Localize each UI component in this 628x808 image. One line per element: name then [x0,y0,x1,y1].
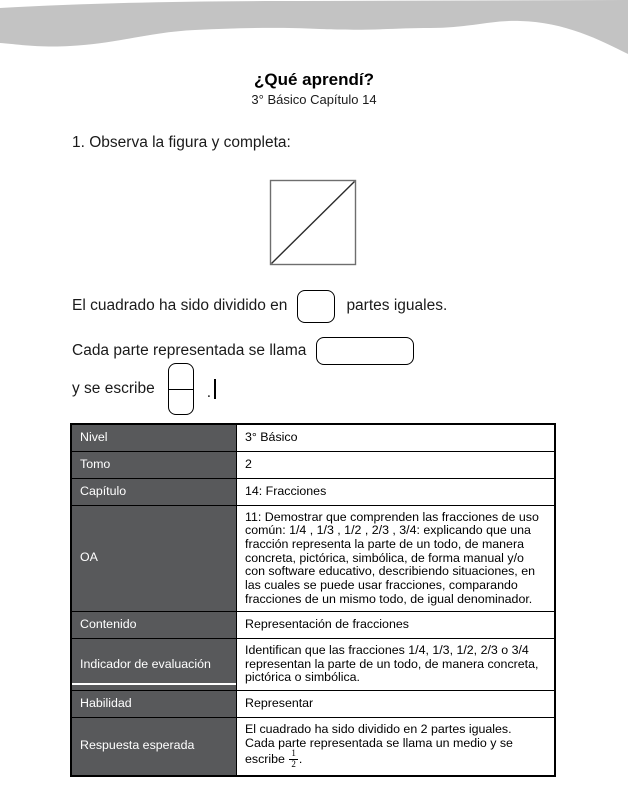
respuesta-line1: El cuadrado ha sido dividido en 2 partes iguales. [245,721,512,736]
page-subtitle: 3° Básico Capítulo 14 [251,92,377,107]
sentence1-suffix: partes iguales. [346,297,448,314]
sentence1-prefix: El cuadrado ha sido dividido en [72,297,288,314]
table-row [71,717,555,776]
fraction-one-half [289,749,298,769]
fraction-denominator-cell[interactable] [169,390,193,415]
row-label-oa: OA [71,505,237,611]
respuesta-suffix: . [298,752,303,767]
label-underline-decoration [72,683,236,685]
exercise-prompt: 1. Observa la figura y completa: [72,134,291,151]
fraction-numerator: 1 [291,748,296,759]
sentence2-prefix: Cada parte representada se llama [72,342,307,359]
answer-box-fraction[interactable] [168,363,194,415]
fraction-numerator-cell[interactable] [169,364,193,390]
row-value-tomo: 2 [237,451,556,478]
row-label-nivel: Nivel [71,424,237,451]
row-label-habilidad: Habilidad [71,690,237,717]
row-value-habilidad: Representar [237,690,556,717]
row-value-nivel: 3° Básico [237,424,556,451]
sentence3-suffix: . [206,384,212,401]
row-label-indicador [71,639,237,691]
table-row [71,451,555,478]
answer-box-name[interactable] [316,337,414,365]
sentence-part-name [72,336,414,366]
fraction-denominator: 2 [291,758,296,769]
row-value-respuesta [237,717,556,776]
respuesta-line2: Cada parte representada se llama un medio y se escribe [245,735,513,767]
row-label-capitulo: Capítulo [71,478,237,505]
row-label-indicador-text: Indicador de evaluación [80,656,211,671]
row-label-respuesta: Respuesta esperada [71,717,237,776]
title-block [0,70,628,107]
table-row [71,478,555,505]
table-row [71,612,555,639]
sentence-written-as [72,363,216,415]
page-title: ¿Qué aprendí? [254,70,374,89]
figure-square-diagonal [268,177,358,267]
table-row [71,690,555,717]
table-row [71,505,555,611]
table-row [71,639,555,691]
row-label-contenido: Contenido [71,612,237,639]
answer-box-parts[interactable] [297,290,335,323]
row-value-contenido: Representación de fracciones [237,612,556,639]
row-value-capitulo: 14: Fracciones [237,478,556,505]
sentence3-prefix: y se escribe [72,380,155,397]
header-wave-decoration [0,0,628,60]
sentence-divided-parts [72,288,447,324]
table-row [71,424,555,451]
row-value-oa: 11: Demostrar que comprenden las fracciones de uso común: 1/4 , 1/3 , 1/2 , 2/3 , 3/4: explicando que una fracción representa la parte de un todo, de manera concreta, pictórica, simbólica, de forma manual y/o con software educativo, describiendo situaciones, en las cuales se puede usar fracciones, comparando fracciones de un mismo todo, de igual denominador. [237,505,556,611]
text-cursor [214,379,216,399]
row-value-indicador: Identifican que las fracciones 1/4, 1/3, 1/2, 2/3 o 3/4 representan la parte de un todo, de manera concreta, pictórica o simbólica. [237,639,556,691]
row-label-tomo: Tomo [71,451,237,478]
lesson-info-table [70,423,556,777]
